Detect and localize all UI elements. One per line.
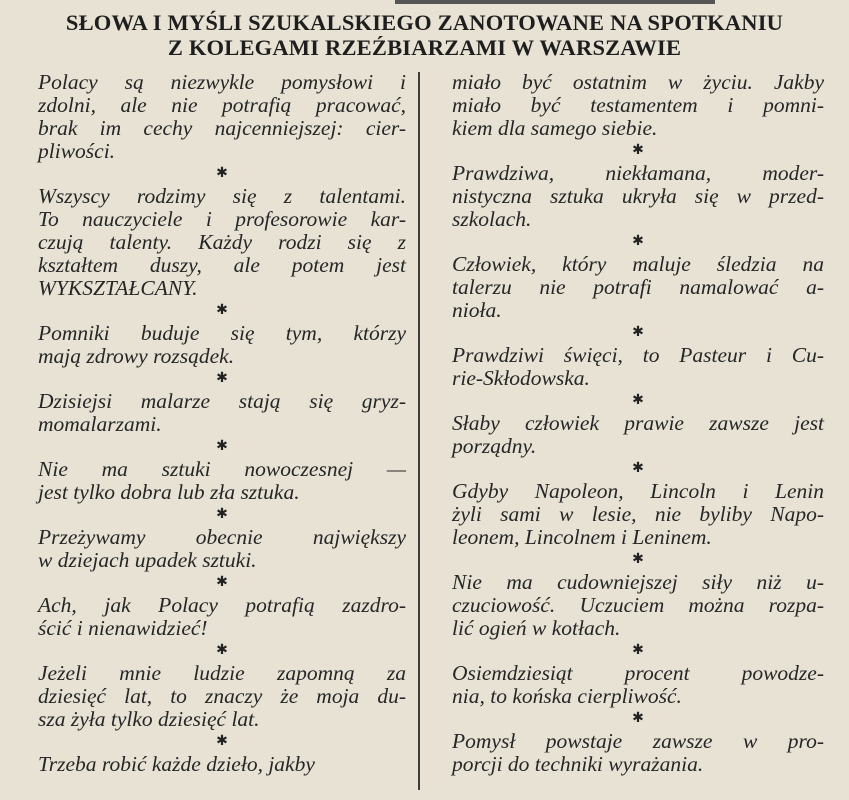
text-line: zdolni, ale nie potrafią pracować,	[38, 93, 406, 117]
text-line: pliwości.	[38, 139, 116, 163]
aphorism-paragraph	[452, 730, 824, 776]
text-line: nistyczna sztuka ukryła się w przed-	[452, 184, 824, 208]
text-line: mają zdrowy rozsądek.	[38, 344, 235, 368]
text-line: Nie ma cudowniejszej siły niż u-	[452, 570, 824, 594]
column-divider	[418, 72, 420, 790]
separator-star-icon: ✱	[216, 439, 228, 454]
text-line: miało być ostatnim w życiu. Jakby	[452, 70, 824, 94]
separator-star-icon: ✱	[216, 371, 228, 386]
aphorism-paragraph	[452, 344, 824, 390]
aphorism-paragraph	[452, 571, 824, 640]
text-line: porządny.	[452, 434, 537, 458]
text-line: To nauczyciele i profesorowie kar-	[38, 207, 406, 231]
separator-star-icon: ✱	[632, 711, 644, 726]
aphorism-paragraph	[452, 71, 824, 140]
separator-star-icon: ✱	[216, 507, 228, 522]
article-title	[0, 10, 849, 60]
text-line: sza żyła tylko dziesięć lat.	[38, 707, 260, 731]
text-line: WYKSZTAŁCANY.	[38, 276, 198, 300]
text-line: Pomysł powstaje zawsze w pro-	[452, 729, 824, 753]
aphorism-paragraph	[452, 662, 824, 708]
separator-star-icon: ✱	[216, 575, 228, 590]
text-line: Prawdziwi święci, to Pasteur i Cu-	[452, 343, 824, 367]
aphorism-paragraph	[38, 71, 406, 163]
aphorism-paragraph	[452, 162, 824, 231]
text-line: żyli sami w lesie, nie byliby Napo-	[452, 502, 824, 526]
text-line: Słaby człowiek prawie zawsze jest	[452, 411, 824, 435]
text-line: lić ogień w kotłach.	[452, 616, 621, 640]
text-line: Pomniki buduje się tym, którzy	[38, 321, 406, 345]
text-line: Jeżeli mnie ludzie zapomną za	[38, 661, 406, 685]
text-line: Przeżywamy obecnie największy	[38, 525, 406, 549]
separator-star-icon: ✱	[216, 734, 228, 749]
text-line: Trzeba robić każde dzieło, jakby	[38, 752, 315, 776]
text-line: brak im cechy najcenniejszej: cier-	[38, 116, 406, 140]
separator-star-icon: ✱	[632, 234, 644, 249]
text-line: Człowiek, który maluje śledzia na	[452, 252, 824, 276]
aphorism-paragraph	[452, 253, 824, 322]
aphorism-paragraph	[38, 185, 406, 300]
separator-star-icon: ✱	[632, 552, 644, 567]
text-line: nia, to końska cierpliwość.	[452, 684, 682, 708]
text-line: w dziejach upadek sztuki.	[38, 548, 257, 572]
left-column	[38, 71, 406, 776]
text-line: Nie ma sztuki nowoczesnej —	[38, 457, 406, 481]
aphorism-paragraph	[38, 390, 406, 436]
text-line: czuciowość. Uczuciem można rozpa-	[452, 593, 824, 617]
aphorism-paragraph	[38, 594, 406, 640]
aphorism-paragraph	[38, 458, 406, 504]
separator-star-icon: ✱	[632, 325, 644, 340]
separator-star-icon: ✱	[632, 393, 644, 408]
aphorism-paragraph	[452, 412, 824, 458]
separator-star-icon: ✱	[216, 166, 228, 181]
separator-star-icon: ✱	[632, 143, 644, 158]
separator-star-icon: ✱	[216, 643, 228, 658]
title-line-1: SŁOWA I MYŚLI SZUKALSKIEGO ZANOTOWANE NA SPOTKANIU	[65, 10, 784, 35]
text-line: rie-Skłodowska.	[452, 366, 590, 390]
aphorism-paragraph	[38, 322, 406, 368]
text-line: Polacy są niezwykle pomysłowi i	[38, 70, 406, 94]
text-line: Ach, jak Polacy potrafią zazdro-	[38, 593, 406, 617]
separator-star-icon: ✱	[632, 461, 644, 476]
text-line: porcji do techniki wyrażania.	[452, 752, 704, 776]
text-line: dziesięć lat, to znaczy że moja du-	[38, 684, 406, 708]
aphorism-paragraph	[38, 526, 406, 572]
aphorism-paragraph	[38, 662, 406, 731]
text-line: Osiemdziesiąt procent powodze-	[452, 661, 824, 685]
text-line: jest tylko dobra lub zła sztuka.	[38, 480, 300, 504]
text-line: talerzu nie potrafi namalować a-	[452, 275, 824, 299]
text-line: Gdyby Napoleon, Lincoln i Lenin	[452, 479, 824, 503]
text-line: Wszyscy rodzimy się z talentami.	[38, 184, 406, 208]
text-line: czują talenty. Każdy rodzi się z	[38, 230, 406, 254]
title-line-2: Z KOLEGAMI RZEŹBIARZAMI W WARSZAWIE	[167, 35, 682, 60]
text-line: szkolach.	[452, 207, 532, 231]
text-line: kształtem duszy, ale potem jest	[38, 253, 406, 277]
text-line: momalarzami.	[38, 412, 162, 436]
text-line: Dzisiejsi malarze stają się gryz-	[38, 389, 406, 413]
right-column	[452, 71, 824, 776]
aphorism-paragraph	[452, 480, 824, 549]
text-line: nioła.	[452, 298, 502, 322]
text-line: miało być testamentem i pomni-	[452, 93, 824, 117]
text-line: leonem, Lincolnem i Leninem.	[452, 525, 712, 549]
separator-star-icon: ✱	[216, 303, 228, 318]
aphorism-paragraph	[38, 753, 406, 776]
top-rule	[395, 0, 715, 4]
separator-star-icon: ✱	[632, 643, 644, 658]
text-line: ścić i nienawidzieć!	[38, 616, 208, 640]
text-line: kiem dla samego siebie.	[452, 116, 658, 140]
text-line: Prawdziwa, niekłamana, moder-	[452, 161, 824, 185]
